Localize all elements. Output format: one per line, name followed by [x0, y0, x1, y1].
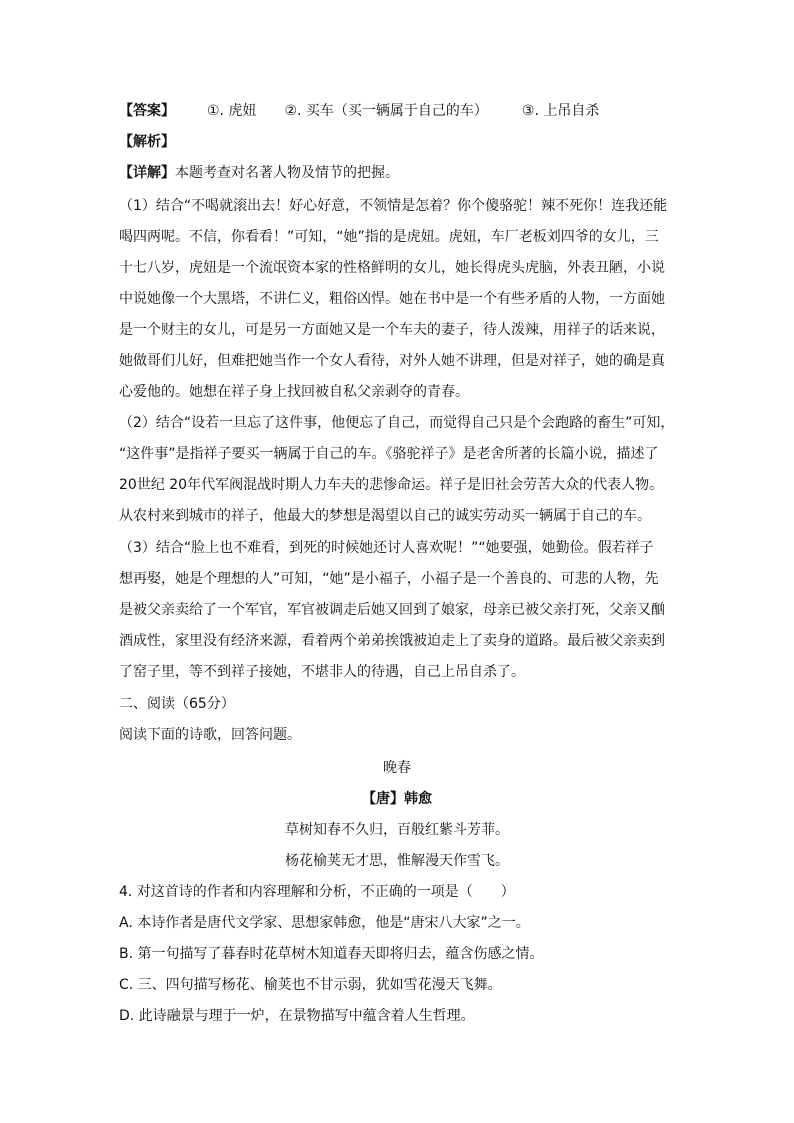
detail-text: 本题考查对名著人物及情节的把握。 — [175, 165, 399, 181]
answer-item-1: ①. 虎妞 — [207, 103, 257, 119]
paragraph-2-line-2: “这件事”是指祥子要买一辆属于自己的车。《骆驼祥子》是老舍所著的长篇小说，描述了 — [119, 446, 659, 462]
option-b: B. 第一句描写了暮春时花草树木知道春天即将归去，蕴含伤感之情。 — [119, 946, 544, 962]
poem-line-2: 杨花榆荚无才思，惟解漫天作雪飞。 — [285, 853, 509, 869]
option-c: C. 三、四句描写杨花、榆荚也不甘示弱，犹如雪花漫天飞舞。 — [119, 977, 502, 993]
question-stem: 4. 对这首诗的作者和内容理解和分析，不正确的一项是（ ） — [119, 884, 515, 900]
answer-line — [119, 101, 599, 121]
option-a: A. 本诗作者是唐代文学家、思想家韩愈，他是“唐宋八大家”之一。 — [119, 915, 530, 931]
paragraph-3-line-4: 酒成性，家里没有经济来源，看着两个弟弟挨饿被迫走上了卖身的道路。最后被父亲卖到 — [119, 633, 665, 649]
reading-instruction: 阅读下面的诗歌，回答问题。 — [119, 727, 301, 743]
paragraph-2-line-3: 20世纪 20年代军阀混战时期人力车夫的悲惨命运。祥子是旧社会劳苦大众的代表人物。 — [119, 477, 664, 493]
paragraph-3-line-1: （3）结合“脸上也不难看，到死的时候她还讨人喜欢呢！”“她要强，她勤俭。假若祥子 — [119, 540, 654, 556]
paragraph-1-line-1: （1）结合“不喝就滚出去！好心好意，不领情是怎着？你个傻骆驼！辣不死你！连我还能 — [119, 198, 668, 214]
paragraph-1-line-6: 她做哥们儿好，但难把她当作一个女人看待，对外人她不讲理，但是对祥子，她的确是真 — [119, 353, 665, 369]
paragraph-2-line-4: 从农村来到城市的祥子，他最大的梦想是渴望以自己的诚实劳动买一辆属于自己的车。 — [119, 508, 651, 524]
answer-item-2: ②. 买车（买一辆属于自己的车） — [284, 103, 488, 119]
detail-intro — [119, 163, 399, 183]
paragraph-2-line-1: （2）结合“设若一旦忘了这件事，他便忘了自己，而觉得自己只是个会跑路的畜生”可知， — [119, 415, 675, 431]
poem-author: 【唐】韩愈 — [362, 791, 432, 807]
paragraph-1-line-4: 中说她像一个大黑塔，不讲仁义，粗俗凶悍。她在书中是一个有些矛盾的人物，一方面她 — [119, 291, 665, 307]
paragraph-1-line-7: 心爱他的。她想在祥子身上找回被自私父亲剥夺的青春。 — [119, 384, 469, 400]
paragraph-1-line-3: 十七八岁，虎妞是一个流氓资本家的性格鲜明的女儿，她长得虎头虎脑，外表丑陋，小说 — [119, 260, 665, 276]
detail-label: 【详解】 — [119, 165, 175, 181]
paragraph-3-line-3: 是被父亲卖给了一个军官，军官被调走后她又回到了娘家，母亲已被父亲打死，父亲又酗 — [119, 602, 665, 618]
option-d: D. 此诗融景与理于一炉，在景物描写中蕴含着人生哲理。 — [119, 1008, 475, 1024]
answer-item-3: ③. 上吊自杀 — [521, 103, 600, 119]
paragraph-3-line-2: 想再娶，她是个理想的人”可知，“她”是小福子，小福子是一个善良的、可悲的人物，先 — [119, 571, 659, 587]
section-heading: 二、阅读（65分） — [119, 696, 235, 712]
paragraph-3-line-5: 了窑子里，等不到祥子接她，不堪非人的待遇，自己上吊自杀了。 — [119, 664, 525, 680]
analysis-heading: 【解析】 — [119, 134, 175, 150]
poem-title: 晚春 — [383, 760, 411, 776]
paragraph-1-line-2: 喝四两呢。不信，你看看！”可知，“她”指的是虎妞。虎妞，车厂老板刘四爷的女儿，三 — [119, 229, 659, 245]
answer-label: 【答案】 — [119, 103, 175, 119]
poem-line-1: 草树知春不久归，百般红紫斗芳菲。 — [285, 822, 509, 838]
paragraph-1-line-5: 是一个财主的女儿，可是另一方面她又是一个车夫的妻子，待人泼辣，用祥子的话来说， — [119, 322, 665, 338]
